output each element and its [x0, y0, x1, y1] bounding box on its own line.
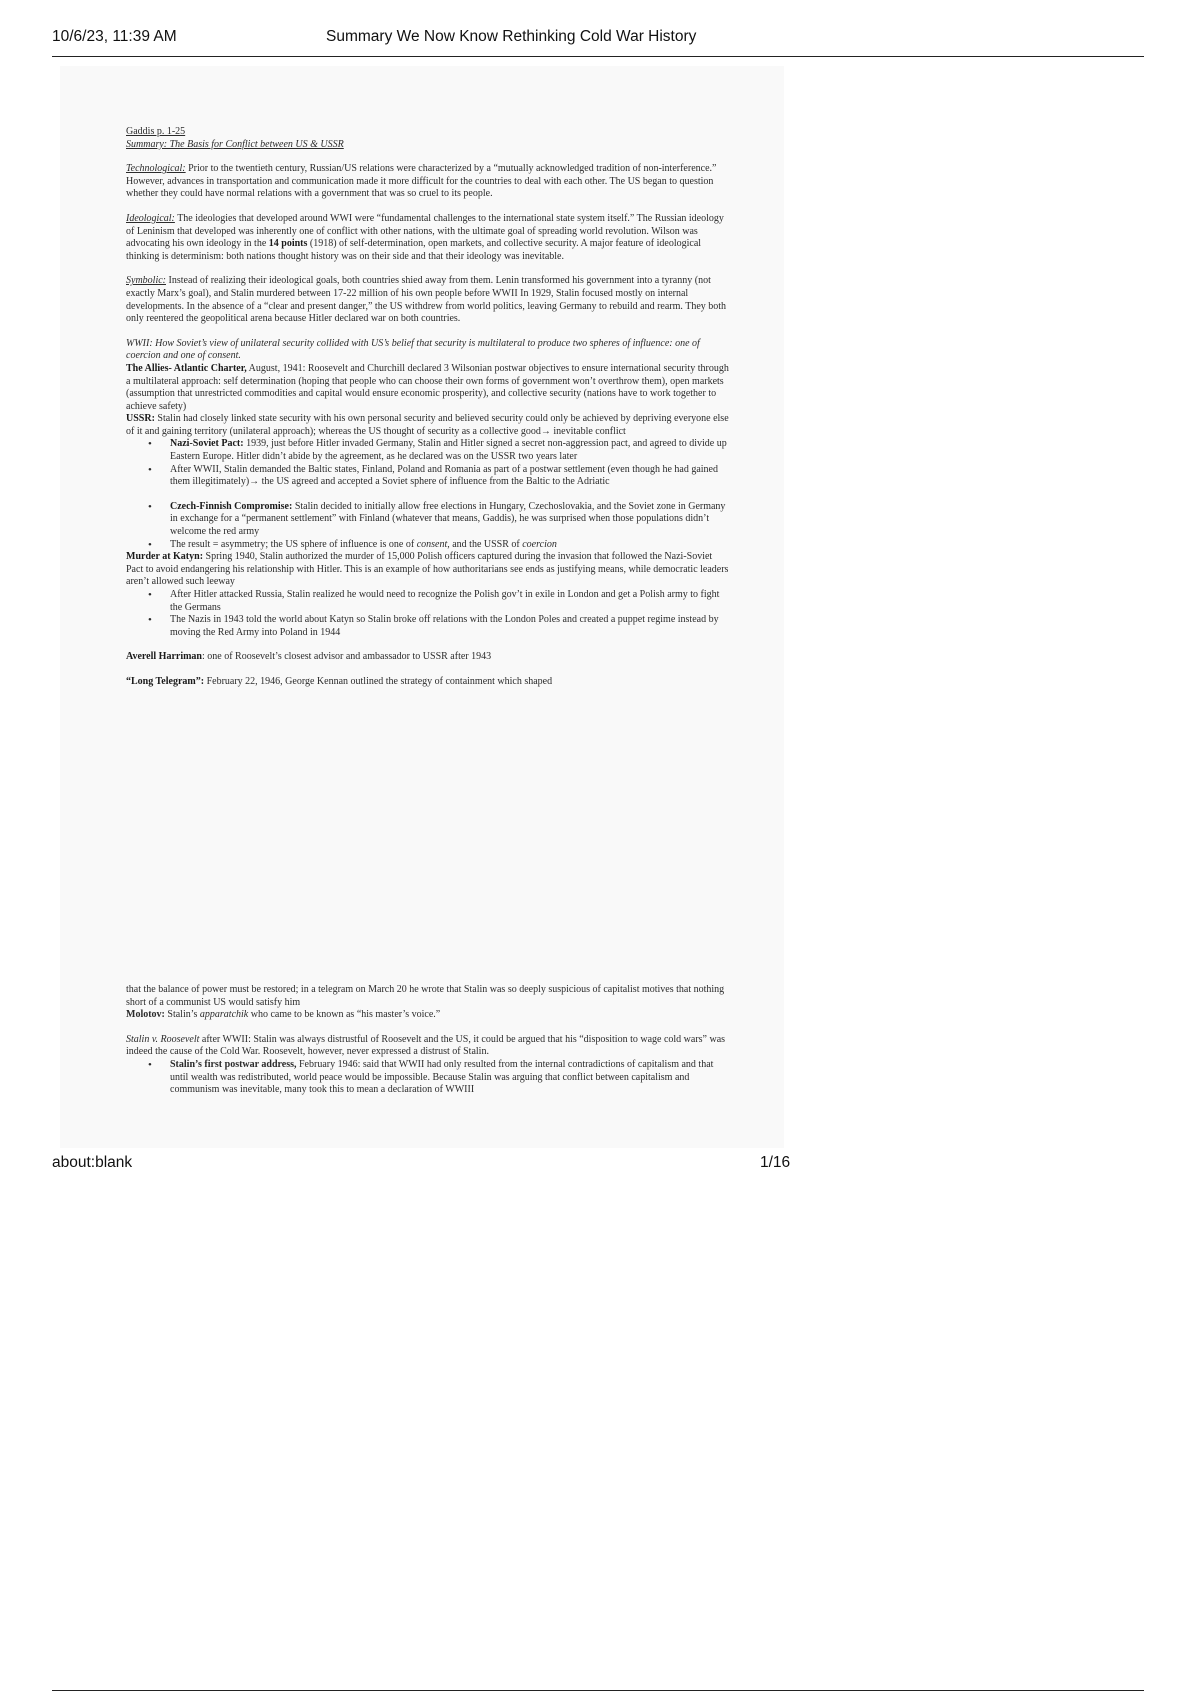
paragraph-katyn: Murder at Katyn: Spring 1940, Stalin authorized the murder of 15,000 Polish officers captured during the invasion that followed the Nazi-Soviet Pact to avoid endangering his relationship with Hitler. This is an example of how authoritarians see ends as justifying means, while democratic leaders aren’t allowed such leeway [126, 551, 729, 588]
paragraph-allies: The Allies- Atlantic Charter, August, 1941: Roosevelt and Churchill declared 3 Wilsonian postwar objectives to ensure international security through a multilateral approach: self determination (hoping that people who can choose their own forms of government won’t overthrow them), open markets (assumption that unrestricted commodities and capital would ensure economic prosperity), and collective security (nations have to work together to achieve safety) [126, 362, 729, 412]
paragraph-ussr: USSR: Stalin had closely linked state security with his own personal security and believed security could only be achieved by depriving everyone else of it and gaining territory (unilateral approach); whereas the US thought of security as a collective good→ inevitable conflict [126, 413, 729, 437]
label-technological: Technological: [126, 163, 186, 175]
header-rule [52, 56, 1144, 57]
list-item: • Czech-Finnish Compromise: Stalin decided to initially allow free elections in Hungary, Czechoslovakia, and the Soviet zone in Germany in exchange for a “permanent settlement” with Finland (whatever that means, Gaddis), he was surprised when those populations didn’t welcome the red army [170, 501, 730, 539]
bullet-list-compromise [126, 501, 730, 551]
list-item: • After WWII, Stalin demanded the Baltic states, Finland, Poland and Romania as part of a postwar settlement (even though he had gained them illegitimately)→ the US agreed and accepted a Soviet sphere of influence from the Baltic to the Adriatic [170, 464, 730, 489]
paragraph-technological: Technological: Prior to the twentieth century, Russian/US relations were characterized by a “mutually acknowledged tradition of non-interference.” However, advances in transportation and communication made it more difficult for the countries to deal with each other. The US began to question whether they could have normal relations with a government that was so cruel to its people. [126, 163, 717, 200]
list-item: • Stalin’s first postwar address, February 1946: said that WWII had only resulted from the internal contradictions of capitalism and that until wealth was redistributed, world peace would be impossible. Because Stalin was arguing that conflict between capitalism and communism was inevitable, many took this to mean a declaration of WWIII [170, 1059, 730, 1097]
paragraph-stalin-v-roosevelt: Stalin v. Roosevelt after WWII: Stalin was always distrustful of Roosevelt and the US, it could be argued that his “disposition to wage cold wars” was indeed the cause of the Cold War. Roosevelt, however, never expressed a distrust of Stalin. [126, 1033, 726, 1058]
paragraph-molotov: Molotov: Stalin’s apparatchik who came to be known as “his master’s voice.” [126, 1009, 441, 1021]
source-citation: Gaddis p. 1-25 [126, 126, 186, 137]
page-content [60, 66, 784, 1160]
list-item: • The Nazis in 1943 told the world about Katyn so Stalin broke off relations with the London Poles and created a puppet regime instead by moving the Red Army into Poland in 1944 [170, 614, 730, 639]
paragraph-symbolic: Symbolic: Instead of realizing their ideological goals, both countries shied away from them. Lenin transformed his government into a tyranny (not exactly Marx’s goal), and Stalin murdered between 17-22 million of his own people before WWII In 1929, Stalin focused mostly on internal developments. In the absence of a “clear and present danger,” the US withdrew from world politics, leaving Germany to rebuild and rearm. They both only reentered the geopolitical arena because Hitler declared war on both countries. [126, 275, 727, 325]
print-url: about:blank [52, 1154, 133, 1171]
print-page-title: Summary We Now Know Rethinking Cold War History [326, 28, 697, 45]
list-item: • The result = asymmetry; the US sphere of influence is one of consent, and the USSR of coercion [170, 539, 730, 552]
print-footer [52, 1154, 792, 1178]
label-symbolic: Symbolic: [126, 275, 166, 287]
list-item: • After Hitler attacked Russia, Stalin realized he would need to recognize the Polish gov’t in exile in London and get a Polish army to fight the Germans [170, 589, 730, 614]
summary-heading: Summary: The Basis for Conflict between US & USSR [126, 138, 344, 150]
page-number: 1/16 [760, 1154, 791, 1171]
bottom-rule [52, 1690, 1144, 1691]
print-header [52, 26, 1144, 58]
label-ideological: Ideological: [126, 212, 175, 224]
document-body [126, 126, 730, 689]
scanned-page [60, 66, 784, 1160]
paragraph-harriman: Averell Harriman: one of Roosevelt’s closest advisor and ambassador to USSR after 1943 [126, 651, 492, 663]
paragraph-continued: that the balance of power must be restored; in a telegram on March 20 he wrote that Stalin was so deeply suspicious of capitalist motives that nothing short of a communist US would satisfy him [126, 984, 725, 1008]
print-datetime: 10/6/23, 11:39 AM [52, 28, 177, 45]
bullet-list-address [126, 1059, 730, 1097]
wwii-heading: WWII: How Soviet’s view of unilateral security collided with US’s belief that security is multilateral to produce two spheres of influence: one of coercion and one of consent. [126, 337, 700, 362]
bullet-list-katyn [126, 589, 730, 639]
paragraph-ideological: Ideological: The ideologies that developed around WWI were “fundamental challenges to the international state system itself.” The Russian ideology of Leninism that developed was inherently one of conflict with other nations, with the ultimate goal of spreading world revolution. Wilson was advocating his own ideology in the 14 points (1918) of self-determination, open markets, and collective security. A major feature of ideological thinking is determinism: both nations thought history was on their side and that their ideology was inevitable. [126, 212, 724, 262]
list-item: • Nazi-Soviet Pact: 1939, just before Hitler invaded Germany, Stalin and Hitler signed a secret non-aggression pact, and agreed to divide up Eastern Europe. Hitler didn’t abide by the agreement, as he declared was on the USSR two years later [170, 438, 730, 463]
paragraph-long-telegram: “Long Telegram”: February 22, 1946, George Kennan outlined the strategy of containment which shaped [126, 675, 553, 687]
bullet-list-pacts [126, 438, 730, 488]
document-body-continued [126, 984, 730, 1097]
